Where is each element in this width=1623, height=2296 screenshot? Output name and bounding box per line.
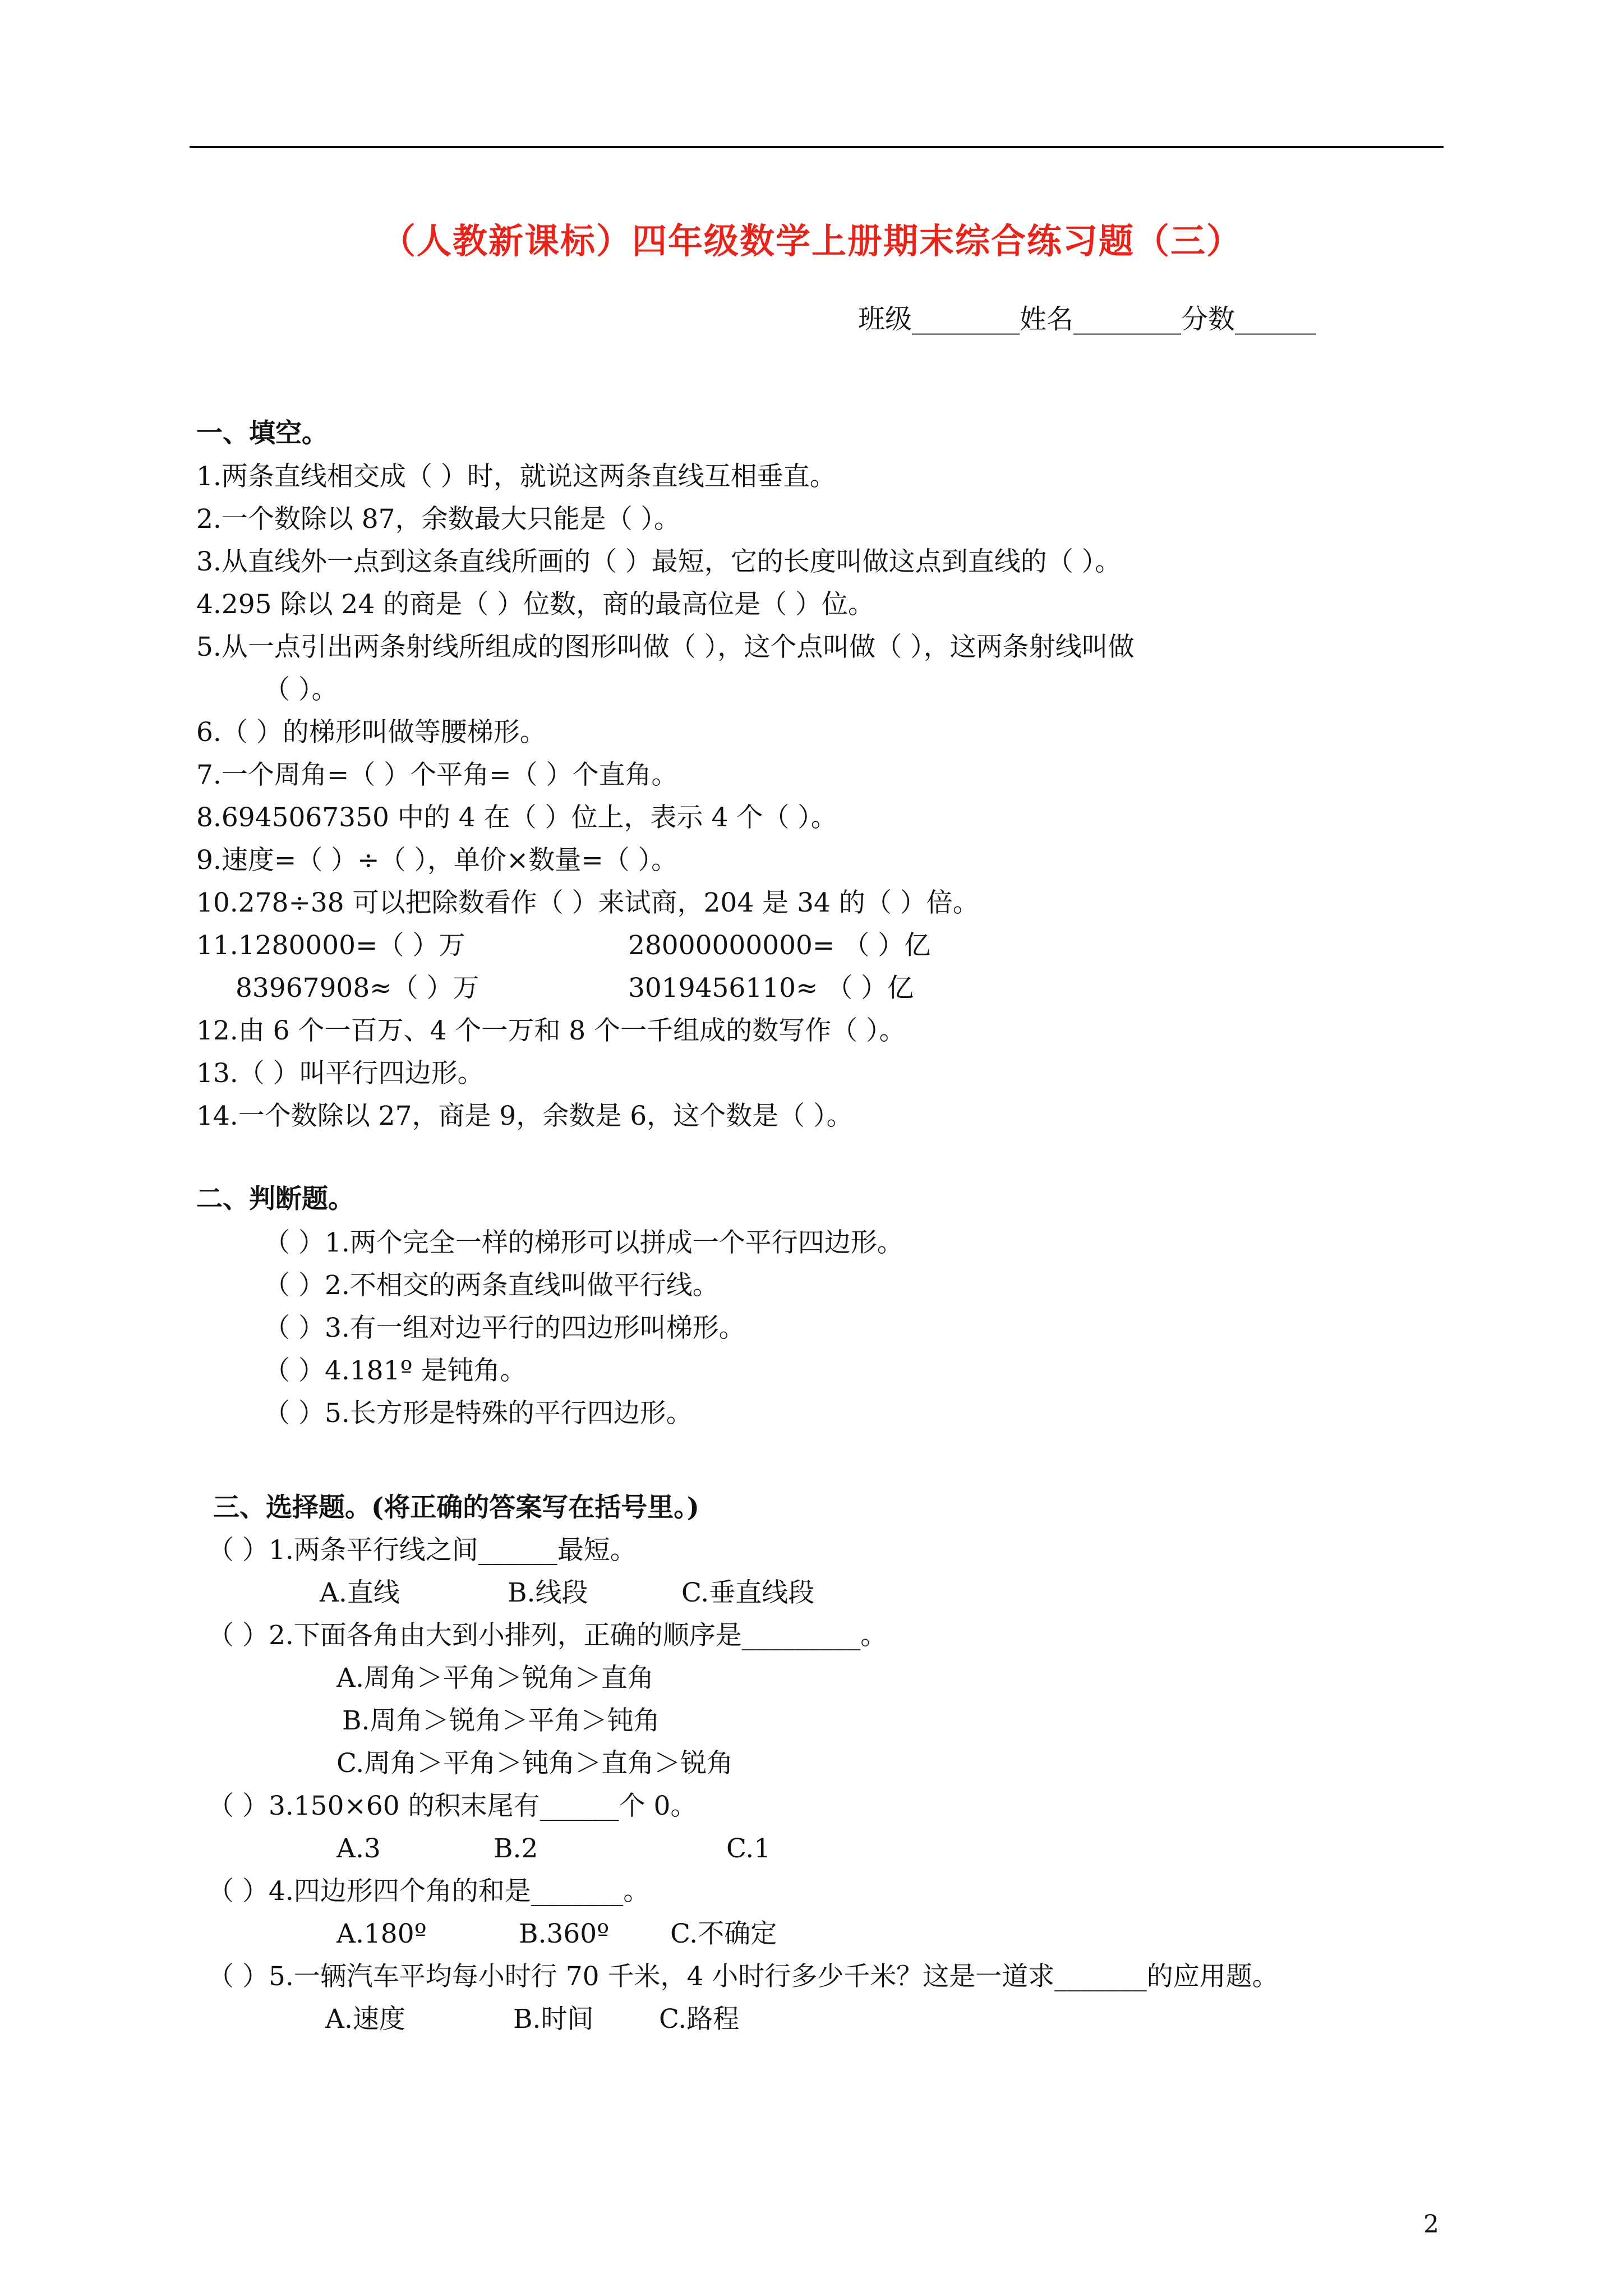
question: 83967908≈（ ）万 [236, 973, 479, 1004]
question: （ ）1.两个完全一样的梯形可以拼成一个平行四边形。 [264, 1227, 903, 1258]
question: （ ）4.181º 是钝角。 [264, 1355, 527, 1386]
question: （ ）3.有一组对边平行的四边形叫梯形。 [264, 1313, 745, 1343]
option: B.2 [494, 1833, 538, 1864]
question: 3.从直线外一点到这条直线所画的（ ）最短，它的长度叫做这点到直线的（ ）。 [196, 546, 1122, 577]
page-title: （人教新课标）四年级数学上册期末综合练习题（三） [380, 220, 1242, 261]
option: C.垂直线段 [681, 1577, 815, 1608]
question: （ ）4.四边形四个角的和是_______。 [208, 1876, 650, 1907]
question: 5.从一点引出两条射线所组成的图形叫做（ ），这个点叫做（ ），这两条射线叫做 [196, 632, 1135, 662]
question: 2.一个数除以 87，余数最大只能是（ ）。 [196, 504, 681, 535]
question: 1.两条直线相交成（ ）时，就说这两条直线互相垂直。 [196, 461, 836, 492]
question: 8.6945067350 中的 4 在（ ）位上，表示 4 个（ ）。 [196, 802, 837, 833]
option: B.时间 [513, 2004, 594, 2035]
option: A.180º [336, 1918, 427, 1949]
question: （ ）1.两条平行线之间______最短。 [208, 1535, 637, 1566]
question: 12.由 6 个一百万、4 个一万和 8 个一千组成的数写作（ ）。 [196, 1015, 906, 1046]
question: 7.一个周角=（ ）个平角=（ ）个直角。 [196, 760, 678, 790]
option: A.速度 [325, 2004, 405, 2035]
option: A.周角＞平角＞锐角＞直角 [336, 1663, 654, 1694]
option: B.线段 [508, 1577, 588, 1608]
option: A.3 [336, 1833, 381, 1864]
question: 10.278÷38 可以把除数看作（ ）来试商，204 是 34 的（ ）倍。 [196, 887, 979, 918]
question: （ ）5.一辆汽车平均每小时行 70 千米，4 小时行多少千米？这是一道求_______的应用题。 [208, 1961, 1279, 1992]
question: 6.（ ）的梯形叫做等腰梯形。 [196, 717, 546, 748]
option: B.360º [519, 1918, 610, 1949]
question: 13.（ ）叫平行四边形。 [196, 1058, 484, 1089]
option: A.直线 [320, 1577, 400, 1608]
section-heading: 二、判断题。 [196, 1184, 354, 1214]
page-number: 2 [1423, 2210, 1439, 2239]
section-heading: 三、选择题。(将正确的答案写在括号里。) [213, 1492, 699, 1523]
question: 14.一个数除以 27，商是 9，余数是 6，这个数是（ ）。 [196, 1101, 853, 1131]
question: 4.295 除以 24 的商是（ ）位数，商的最高位是（ ）位。 [196, 589, 875, 620]
header-rule [190, 146, 1444, 148]
question: 3019456110≈ （ ）亿 [628, 973, 914, 1004]
option: C.周角＞平角＞钝角＞直角＞锐角 [336, 1748, 734, 1779]
option: C.不确定 [670, 1918, 777, 1949]
option: C.1 [726, 1833, 771, 1864]
question: （ ）2.下面各角由大到小排列，正确的顺序是_________。 [208, 1620, 887, 1651]
question: 11.1280000=（ ）万 [196, 930, 465, 961]
question: 9.速度=（ ）÷（ ），单价×数量=（ ）。 [196, 845, 678, 876]
question-continuation: （ ）。 [264, 674, 338, 705]
question: （ ）5.长方形是特殊的平行四边形。 [264, 1398, 693, 1429]
student-info-line: 班级________姓名________分数______ [858, 303, 1316, 335]
question: 28000000000= （ ）亿 [628, 930, 931, 961]
question: （ ）2.不相交的两条直线叫做平行线。 [264, 1270, 719, 1301]
question: （ ）3.150×60 的积末尾有______个 0。 [208, 1791, 697, 1821]
option: B.周角＞锐角＞平角＞钝角 [342, 1705, 660, 1736]
section-heading: 一、填空。 [196, 418, 328, 449]
option: C.路程 [659, 2004, 740, 2035]
